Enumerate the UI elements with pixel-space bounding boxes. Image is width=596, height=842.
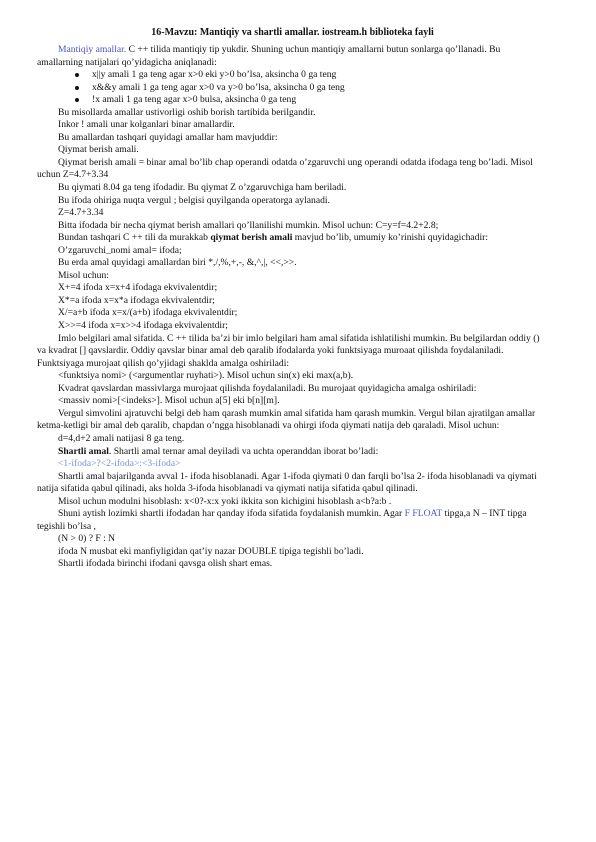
paragraph: Shartli amal bajarilganda avval 1- ifoda hisoblanadi. Agar 1-ifoda qiymati 0 dan farqli bo’lsa 2- ifoda hisoblanadi va qiymati natija sifatida qabul qilinadi, aks holda 3-ifoda hisoblanadi va qiymati natija sifatida qabul qilinadi. bbox=[37, 470, 537, 495]
paragraph-line: Qiymat berish amali. bbox=[58, 144, 139, 156]
paragraph-line: Bu erda amal quyidagi amallardan biri *,/,%,+,-, &,^,|, <<,>>. bbox=[58, 257, 297, 269]
list-item: x||y amali 1 ga teng agar x>0 eki y>0 bo’lsa, aksincha 0 ga teng bbox=[75, 69, 548, 82]
type-keyword: F FLOAT bbox=[404, 508, 443, 520]
paragraph-line bbox=[37, 446, 548, 459]
bold-term: Shartli amal bbox=[58, 445, 109, 457]
paragraph bbox=[37, 508, 548, 533]
code-line: X/=a+b ifoda x=x/(a+b) ifodaga ekvivalentdir; bbox=[58, 307, 238, 319]
text-part: Bundan tashqari C ++ tili da murakkab bbox=[58, 232, 211, 244]
text-part: . Shartli amal ternar amal deyiladi va uchta operanddan iborat bo’ladi: bbox=[108, 445, 379, 457]
paragraph-line: Inkor ! amali unar kolganlari binar amallardir. bbox=[58, 119, 235, 131]
text-part: mavjud bo’lib, umumiy ko’rinishi quyidagichadir: bbox=[292, 232, 488, 244]
page-title: 16-Mavzu: Mantiqiy va shartli amallar. iostream.h biblioteka fayli bbox=[151, 27, 434, 38]
paragraph-line: Bu qiymati 8.04 ga teng ifodadir. Bu qiymat Z o’zgaruvchiga ham beriladi. bbox=[58, 182, 347, 194]
paragraph-line: <funktsiya nomi> (<argumentlar ruyhati>). Misol uchun sin(x) eki max(a,b). bbox=[58, 370, 354, 382]
intro-term: Mantiqiy amallar. bbox=[58, 44, 127, 55]
code-line: X+=4 ifoda x=x+4 ifodaga ekvivalentdir; bbox=[58, 282, 218, 294]
paragraph-line: <massiv nomi>[<indeks>]. Misol uchun a[5] eki b[n][m]. bbox=[58, 395, 280, 407]
code-line: X>>=4 ifoda x=x>>4 ifodaga ekvivalentdir; bbox=[58, 320, 228, 332]
paragraph-line: Bitta ifodada bir necha qiymat berish amallari qo’llanilishi mumkin. Misol uchun: C=y=f=4.2+2.8; bbox=[58, 219, 439, 231]
code-line: Z=4.7+3.34 bbox=[58, 207, 104, 219]
paragraph: Vergul simvolini ajratuvchi belgi deb ham qarash mumkin amal sifatida ham qarash mumkin. Vergul bilan ajratilgan amallar ketma-ketligi bir amal deb qaralib, chapdan o’ngga hisoblanadi va ohirgi ifoda qiymati natija deb qaraladi. Misol uchun: bbox=[37, 407, 536, 432]
bold-term: qiymat berish amali bbox=[210, 232, 293, 244]
intro-text: C ++ tilida mantiqiy tip yukdir. Shuning uchun mantiqiy amallarni butun sonlarga qo’llanadi. Bu amallarning natijalari qo’yidagicha aniqlanadi: bbox=[37, 44, 501, 68]
paragraph: Qiymat berish amali = binar amal bo’lib chap operandi odatda o’zgaruvchi ung operandi odatda ifodaga teng bo’ladi. Misol uchun Z=4.7+3.34 bbox=[37, 156, 533, 181]
paragraph: Kvadrat qavslardan massivlarga murojaat qilishda foydalaniladi. Bu murojaat quyidagicha amalga oshiriladi: bbox=[58, 382, 477, 394]
paragraph-line: Bu misollarda amallar ustivorligi oshib borish tartibida berilgandir. bbox=[58, 106, 316, 118]
paragraph-line: Misol uchun: bbox=[58, 269, 109, 281]
paragraph-line: Bu ifoda ohiriga nuqta vergul ; belgisi quyilganda operatorga aylanadi. bbox=[58, 194, 330, 206]
text-part: Shuni aytish lozimki shartli ifodadan har qanday ifoda sifatida foydalanish mumkin. Agar bbox=[58, 508, 405, 520]
paragraph-line: d=4,d+2 amali natijasi 8 ga teng. bbox=[58, 432, 185, 444]
paragraph-line: Bu amallardan tashqari quyidagi amallar ham mavjuddir: bbox=[58, 131, 278, 143]
text-part: tipga,a N – INT tipga tegishli bo’lsa , bbox=[37, 508, 527, 532]
paragraph-line: Misol uchun modulni hisoblash: x<0?-x:x yoki ikkita son kichigini hisoblash a<b?a:b . bbox=[58, 495, 392, 507]
list-item: x&&y amali 1 ga teng agar x>0 va y>0 bo’lsa, aksincha 0 ga teng bbox=[75, 82, 548, 95]
paragraph-line: Shartli ifodada birinchi ifodani qavsga olish shart emas. bbox=[58, 558, 273, 570]
code-line: O’zgaruvchi_nomi amal= ifoda; bbox=[58, 244, 182, 256]
ternary-syntax: <1-ifoda>?<2-ifoda>:<3-ifoda> bbox=[58, 458, 181, 470]
code-line: (N > 0) ? F : N bbox=[58, 533, 116, 545]
logic-operators-list bbox=[37, 69, 548, 107]
intro-paragraph bbox=[37, 44, 548, 69]
code-line: X*=a ifoda x=x*a ifodaga ekvivalentdir; bbox=[58, 294, 215, 306]
paragraph bbox=[37, 232, 548, 245]
list-item: !x amali 1 ga teng agar x>0 bulsa, aksincha 0 ga teng bbox=[75, 94, 548, 107]
paragraph: Imlo belgilari amal sifatida. C ++ tilida ba’zi bir imlo belgilari ham amal sifatida ishlatilishi mumkin. Bu belgilardan oddiy () va kvadrat [] qavslardir. Oddiy qavslar binar amal deb qaralib ifodalarda yoki funktsiyaga muroaat qilishda foydalaniladi. Funktsiyaga murojaat qilish qo’yjidagi shaklda amalga oshiriladi: bbox=[37, 332, 540, 369]
paragraph-line: ifoda N musbat eki manfiyligidan qat’iy nazar DOUBLE tipiga tegishli bo’ladi. bbox=[58, 545, 364, 557]
